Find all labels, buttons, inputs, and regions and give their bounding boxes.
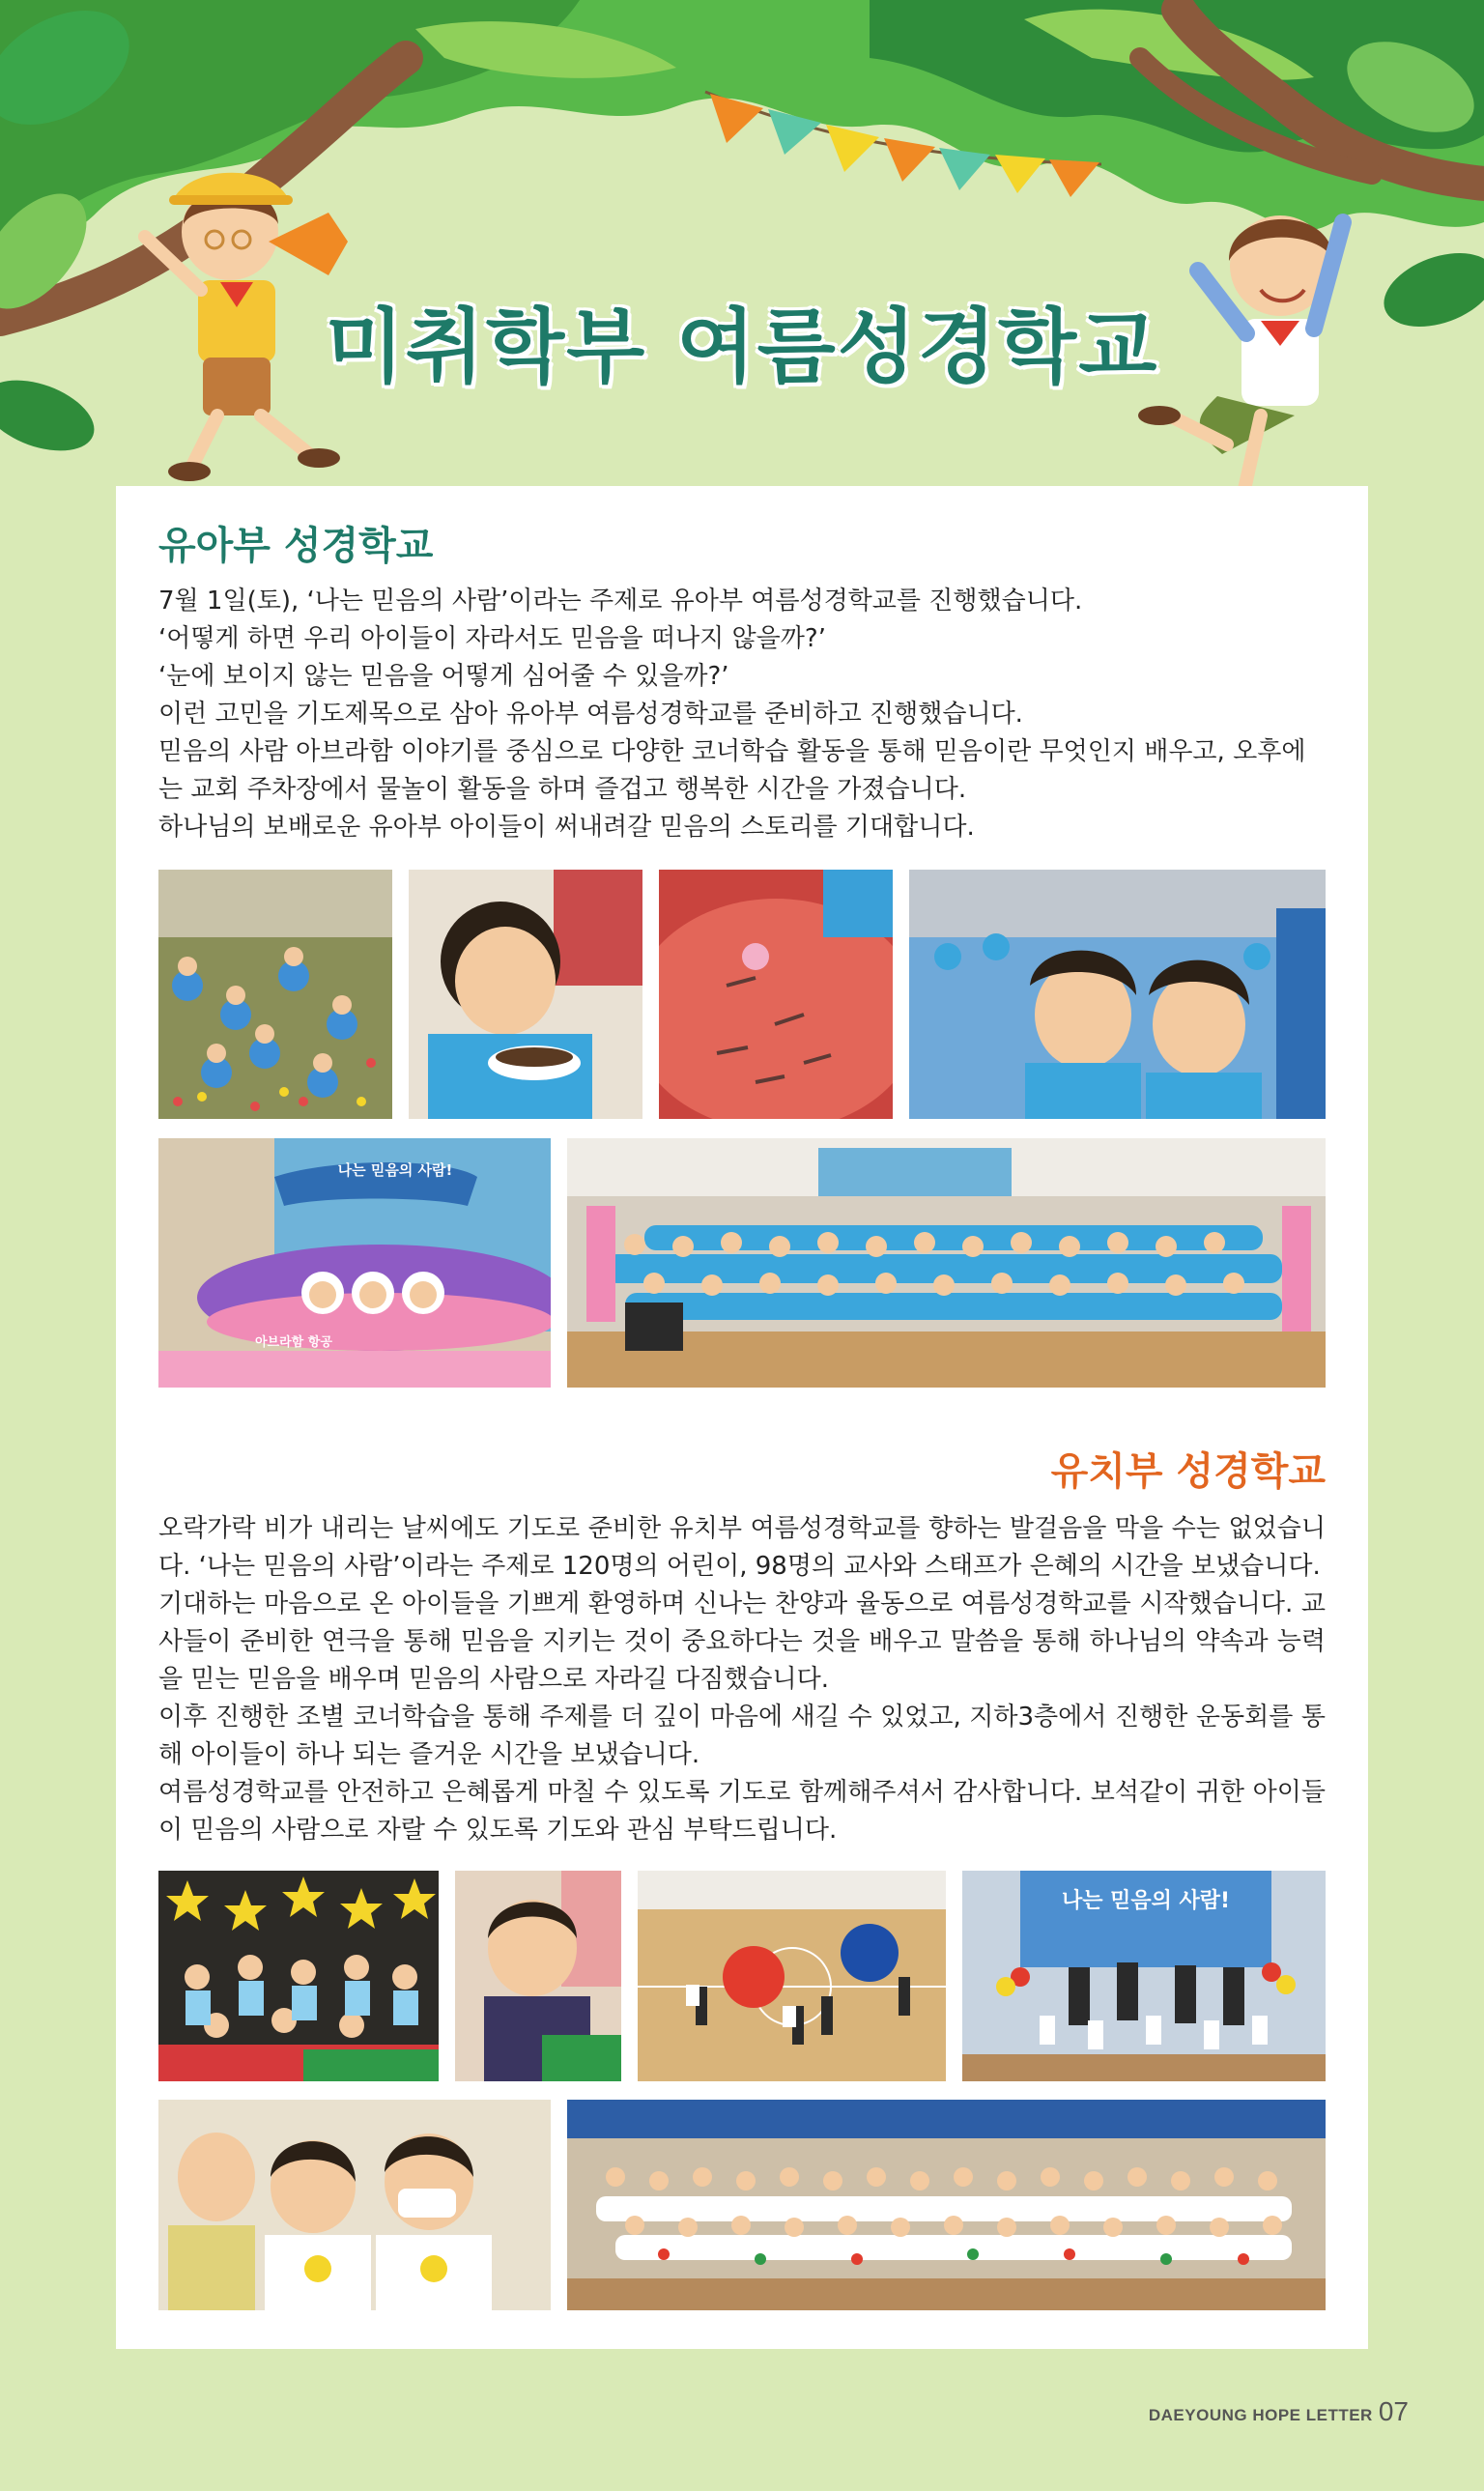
photo-fish-tub (659, 870, 893, 1119)
kinder-section-heading: 유치부 성경학교 (1050, 1449, 1326, 1494)
infant-body-text (158, 583, 1326, 846)
infant-section-heading: 유아부 성경학교 (158, 524, 434, 568)
kinder-paragraph: 기대하는 마음으로 온 아이들을 기쁘게 환영하며 신나는 찬양과 율동으로 여름성경학교를 시작했습니다. 교사들이 준비한 연극을 통해 믿음을 지키는 것이 중요하다는 것을 배우고 말씀을 통해 하나님의 약속과 능력을 믿는 믿음을 배우며 믿음의 사람으로 자라길 다짐했습니다. (158, 1589, 1326, 1694)
airplane-label: 아브라함 항공 (255, 1335, 332, 1350)
header-illustration (0, 0, 1484, 541)
stage-banner-text: 나는 믿음의 사람! (1061, 1889, 1231, 1913)
kinder-paragraph: 이후 진행한 조별 코너학습을 통해 주제를 더 깊이 마음에 새길 수 있었고, 지하3층에서 진행한 운동회를 통해 아이들이 하나 되는 즐거운 시간을 보냈습니다. (158, 1703, 1326, 1769)
page-footer (1149, 2396, 1409, 2427)
photo-star-wall (158, 1871, 439, 2081)
photo-sports-day (638, 1871, 946, 2081)
infant-paragraph: 믿음의 사람 아브라함 이야기를 중심으로 다양한 코너학습 활동을 통해 믿음이란 무엇인지 배우고, 오후에는 교회 주차장에서 물놀이 활동을 하며 즐겁고 행복한 시간을 가졌습니다. (158, 737, 1306, 804)
photo-child-eating (409, 870, 642, 1119)
photo-smiling-child (455, 1871, 621, 2081)
photo-kinder-group (567, 2100, 1326, 2310)
photo-ball-pit (158, 870, 392, 1119)
kinder-body-text (158, 1510, 1326, 1849)
photo-airplane-set (158, 1138, 551, 1388)
content-card (116, 486, 1368, 2349)
infant-paragraph: ‘어떻게 하면 우리 아이들이 자라서도 믿음을 떠나지 않을까?’ (158, 624, 826, 653)
footer-label: DAEYOUNG HOPE LETTER (1148, 2406, 1373, 2424)
photo-infant-group (567, 1138, 1326, 1388)
page-number: 07 (1378, 2396, 1409, 2426)
kinder-paragraph: 여름성경학교를 안전하고 은혜롭게 마칠 수 있도록 기도로 함께해주셔서 감사합니다. 보석같이 귀한 아이들이 믿음의 사람으로 자랄 수 있도록 기도와 관심 부탁드립니다. (158, 1778, 1326, 1845)
infant-paragraph: 하나님의 보배로운 유아부 아이들이 써내려갈 믿음의 스토리를 기대합니다. (158, 813, 975, 842)
photo-children-closeup (158, 2100, 551, 2310)
infant-paragraph: ‘눈에 보이지 않는 믿음을 어떻게 심어줄 수 있을까?’ (158, 662, 729, 691)
infant-paragraph: 이런 고민을 기도제목으로 삼아 유아부 여름성경학교를 준비하고 진행했습니다. (158, 700, 1023, 729)
photo-water-play (909, 870, 1326, 1119)
airplane-banner-text: 나는 믿음의 사람! (337, 1161, 453, 1179)
kinder-paragraph: 오락가락 비가 내리는 날씨에도 기도로 준비한 유치부 여름성경학교를 향하는 발걸음을 막을 수는 없었습니다. ‘나는 믿음의 사람’이라는 주제로 120명의 어린이, 98명의 교사와 스태프가 은혜의 시간을 보냈습니다. (158, 1514, 1326, 1581)
photo-stage-dance (962, 1871, 1326, 2081)
infant-paragraph: 7월 1일(토), ‘나는 믿음의 사람’이라는 주제로 유아부 여름성경학교를 진행했습니다. (158, 587, 1083, 616)
page-title: 미취학부 여름성경학교 (325, 300, 1159, 394)
